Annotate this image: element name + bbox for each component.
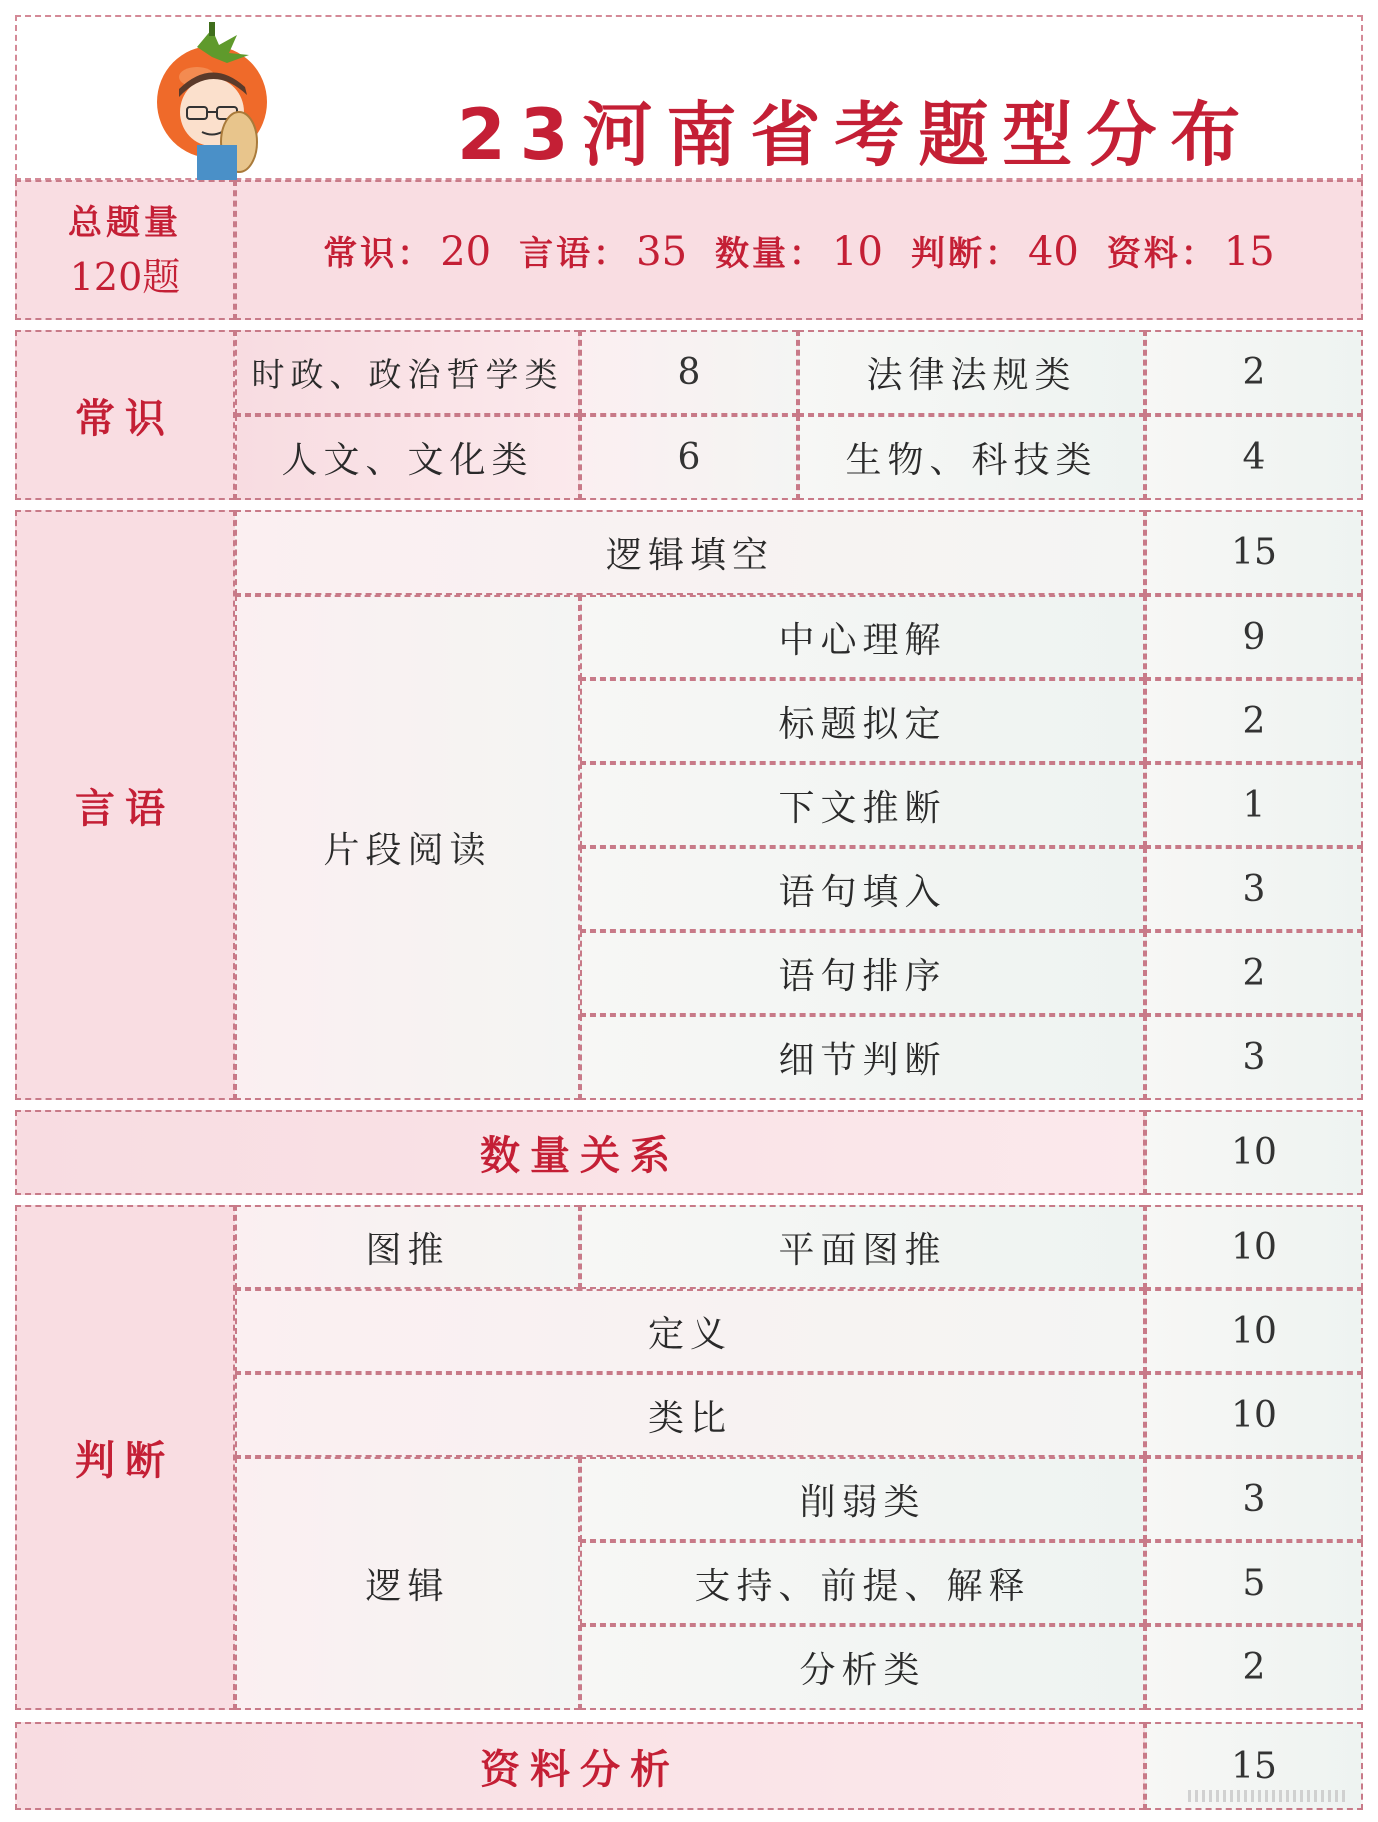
cell-value: 15: [1231, 1745, 1277, 1787]
pianduan-item: [580, 679, 1145, 763]
section-label: 言语: [75, 785, 175, 832]
summary-total-label: 总题量: [68, 203, 182, 243]
pianduan-item-value: [1145, 679, 1363, 763]
pianduan-item-value: [1145, 595, 1363, 679]
section-label: 判断: [75, 1438, 175, 1484]
cell-label: 语句填入: [778, 871, 947, 913]
pianduan-item: [580, 763, 1145, 847]
summary-item-value: 15: [1223, 228, 1275, 275]
cell-label: 语句排序: [778, 955, 947, 997]
changshi-row-a: [235, 330, 580, 415]
shuliang-value: [1145, 1110, 1363, 1195]
summary-total: [15, 180, 235, 320]
cell-value: 1: [1242, 784, 1266, 826]
changshi-row-a-value: [580, 415, 798, 500]
pianduan-item: [580, 931, 1145, 1015]
cell-label: 法律法规类: [866, 355, 1077, 396]
panduan-tutui-label: [235, 1205, 580, 1289]
panduan-tutui-value: [1145, 1205, 1363, 1289]
cell-value: 3: [1242, 1037, 1266, 1078]
summary-item-value: 20: [440, 228, 492, 275]
watermark: [1188, 1790, 1348, 1802]
yanyu-luoji-tiankong: [235, 510, 1145, 595]
cell-label: 逻辑: [365, 1566, 450, 1607]
summary-item: [715, 226, 883, 275]
cell-value: 6: [677, 437, 701, 478]
cell-label: 时政、政治哲学类: [251, 355, 564, 394]
summary-item: [323, 226, 491, 275]
cell-value: 10: [1231, 1394, 1277, 1436]
cell-label: 片段阅读: [323, 830, 492, 871]
cell-value: 3: [1242, 1478, 1266, 1520]
cell-label: 人文、文化类: [281, 440, 534, 481]
summary-item-value: 10: [832, 228, 883, 275]
yanyu-luoji-value: [1145, 510, 1363, 595]
luoji-item: [580, 1625, 1145, 1710]
pianduan-item-value: [1145, 763, 1363, 847]
summary-item-name: 资料：: [1106, 233, 1218, 274]
luoji-item: [580, 1457, 1145, 1541]
section-label: 资料分析: [480, 1746, 680, 1793]
changshi-row-b-value: [1145, 415, 1363, 500]
summary-item-name: 常识：: [323, 233, 435, 274]
section-label: 常识: [75, 395, 175, 442]
summary-breakdown: [235, 180, 1363, 320]
section-shuliang-label: [15, 1110, 1145, 1195]
summary-item-name: 言语：: [519, 233, 631, 274]
pianduan-item-value: [1145, 1015, 1363, 1100]
cell-label: 生物、科技类: [845, 440, 1098, 481]
cell-value: 5: [1242, 1562, 1266, 1604]
changshi-row-b: [798, 330, 1145, 415]
pianduan-item: [580, 1015, 1145, 1100]
cell-value: 10: [1231, 1132, 1277, 1173]
cell-label: 细节判断: [778, 1040, 947, 1081]
changshi-row-a-value: [580, 330, 798, 415]
cell-value: 2: [1242, 952, 1266, 994]
pianduan-item-value: [1145, 931, 1363, 1015]
cell-value: 10: [1231, 1310, 1277, 1352]
cell-label: 图推: [365, 1229, 450, 1271]
cell-value: 10: [1231, 1226, 1277, 1268]
pianduan-item-value: [1145, 847, 1363, 931]
cell-value: 4: [1242, 437, 1266, 478]
summary-item-name: 数量：: [715, 233, 827, 274]
section-changshi-label: [15, 330, 235, 500]
panduan-luoji-label: [235, 1457, 580, 1710]
cell-label: 削弱类: [799, 1481, 926, 1523]
luoji-item-value: [1145, 1625, 1363, 1710]
summary-item: [1107, 226, 1275, 275]
section-label: 数量关系: [480, 1133, 680, 1179]
persimmon-mascot-icon: [157, 17, 307, 187]
cell-label: 支持、前提、解释: [694, 1565, 1031, 1607]
summary-item: [519, 226, 687, 275]
cell-label: 分析类: [799, 1650, 926, 1691]
cell-label: 逻辑填空: [605, 535, 774, 576]
panduan-leibi-value: [1145, 1373, 1363, 1457]
cell-value: 9: [1242, 616, 1266, 658]
header: [15, 15, 1363, 180]
changshi-row-a: [235, 415, 580, 500]
cell-value: 2: [1242, 352, 1266, 393]
panduan-dingyi-label: [235, 1289, 1145, 1373]
pianduan-item: [580, 595, 1145, 679]
cell-label: 中心理解: [778, 619, 947, 661]
cell-value: 15: [1231, 532, 1277, 573]
cell-label: 标题拟定: [778, 703, 947, 745]
luoji-item-value: [1145, 1457, 1363, 1541]
summary-total-value: 120题: [69, 255, 181, 299]
cell-label: 下文推断: [778, 787, 947, 829]
cell-value: 2: [1242, 1647, 1266, 1688]
changshi-row-b: [798, 415, 1145, 500]
section-yanyu-label: [15, 510, 235, 1100]
cell-label: 平面图推: [778, 1229, 947, 1271]
luoji-item: [580, 1541, 1145, 1625]
yanyu-pianduan-label: [235, 595, 580, 1100]
summary-item-name: 判断：: [910, 233, 1022, 274]
luoji-item-value: [1145, 1541, 1363, 1625]
panduan-leibi-label: [235, 1373, 1145, 1457]
cell-value: 8: [677, 352, 701, 393]
section-ziliao-label: [15, 1722, 1145, 1810]
summary-item-value: 35: [636, 228, 688, 275]
cell-label: 定义: [647, 1313, 732, 1355]
summary-item-value: 40: [1027, 228, 1079, 275]
cell-label: 类比: [647, 1397, 732, 1439]
page-title: 23河南省考题型分布: [457, 94, 1255, 176]
cell-value: 2: [1242, 700, 1266, 742]
cell-value: 3: [1242, 868, 1266, 910]
summary-item: [911, 226, 1079, 275]
panduan-tutui-sub: [580, 1205, 1145, 1289]
changshi-row-b-value: [1145, 330, 1363, 415]
panduan-dingyi-value: [1145, 1289, 1363, 1373]
pianduan-item: [580, 847, 1145, 931]
section-panduan-label: [15, 1205, 235, 1710]
